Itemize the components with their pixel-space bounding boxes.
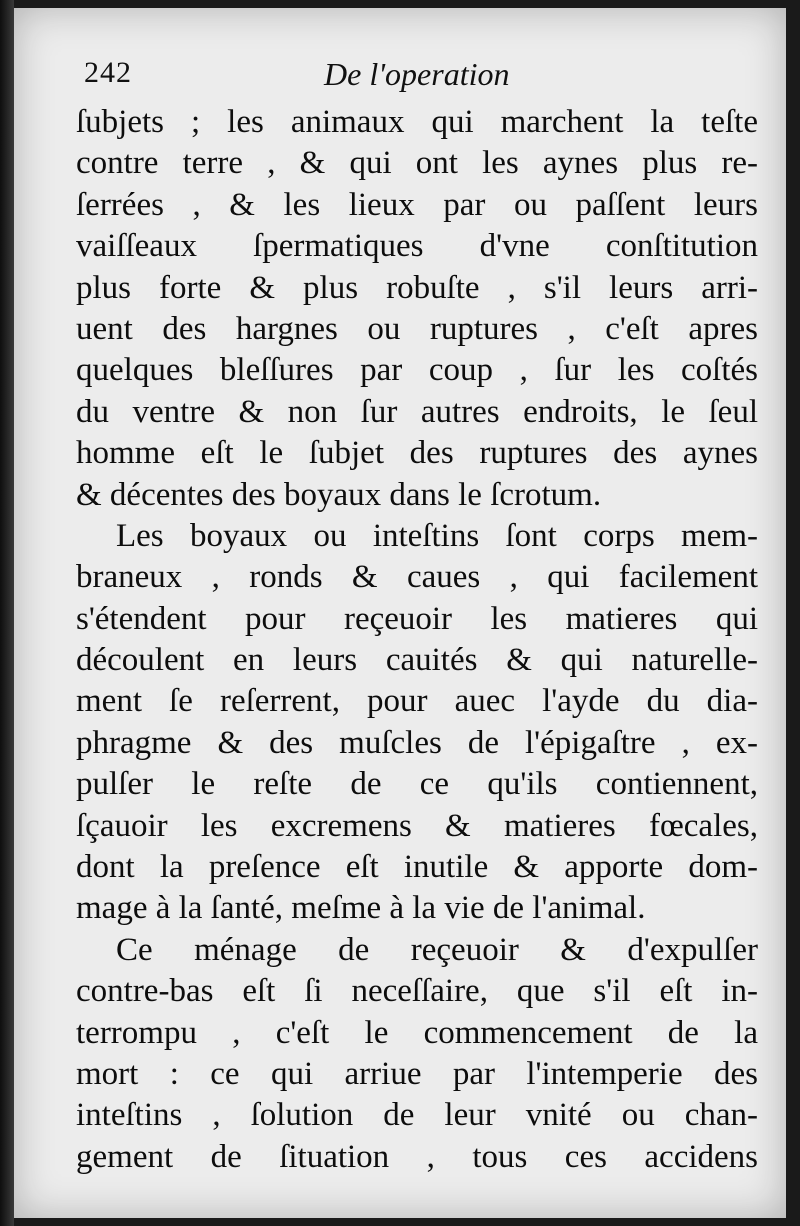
text-line: contre terre , & qui ont les aynes plus re- <box>76 145 758 182</box>
text-line: phragme & des muſcles de l'épigaſtre , ex- <box>76 724 758 761</box>
text-line: ſerrées , & les lieux par ou paſſent leurs <box>76 186 758 223</box>
text-line: quelques bleſſures par coup , ſur les coſtés <box>76 352 758 389</box>
text-line: & décentes des boyaux dans le ſcrotum. <box>76 476 602 513</box>
text-line: dont la preſence eſt inutile & apporte dom- <box>76 849 758 886</box>
text-line: ſubjets ; les animaux qui marchent la teſte <box>76 104 758 140</box>
text-line: mage à la ſanté, meſme à la vie de l'animal. <box>76 890 646 927</box>
book-gutter-shadow <box>0 0 14 1226</box>
text-line: ment ſe reſerrent, pour auec l'ayde du dia- <box>76 683 758 720</box>
text-line: s'étendent pour reçeuoir les matieres qui <box>76 600 758 637</box>
text-line: terrompu , c'eſt le commencement de la <box>76 1014 758 1051</box>
text-line: plus forte & plus robuſte , s'il leurs arri- <box>76 269 758 306</box>
text-line: du ventre & non ſur autres endroits, le ſeul <box>76 393 758 430</box>
text-line: homme eſt le ſubjet des ruptures des aynes <box>76 435 758 472</box>
text-line: Les boyaux ou inteſtins ſont corps mem- <box>116 517 758 554</box>
running-title: De l'operation <box>324 56 510 92</box>
body-text <box>76 102 758 1178</box>
text-line: découlent en leurs cauités & qui naturelle- <box>76 642 758 679</box>
text-line: vaiſſeaux ſpermatiques d'vne conſtitution <box>76 228 758 265</box>
text-line: inteſtins , ſolution de leur vnité ou chan- <box>76 1097 758 1134</box>
book-page <box>14 8 786 1218</box>
text-line: contre-bas eſt ſi neceſſaire, que s'il eſt in- <box>76 973 758 1010</box>
page-header <box>84 56 749 96</box>
text-line: pulſer le reſte de ce qu'ils contiennent, <box>76 766 758 803</box>
page-number: 242 <box>84 56 132 89</box>
text-line: ſçauoir les excremens & matieres fœcales, <box>76 807 758 844</box>
text-line: mort : ce qui arriue par l'intemperie des <box>76 1055 758 1092</box>
text-line: uent des hargnes ou ruptures , c'eſt apres <box>76 310 758 347</box>
text-line: gement de ſituation , tous ces accidens <box>76 1138 758 1175</box>
text-line: braneux , ronds & caues , qui facilement <box>76 559 758 596</box>
text-line: Ce ménage de reçeuoir & d'expulſer <box>116 931 758 968</box>
